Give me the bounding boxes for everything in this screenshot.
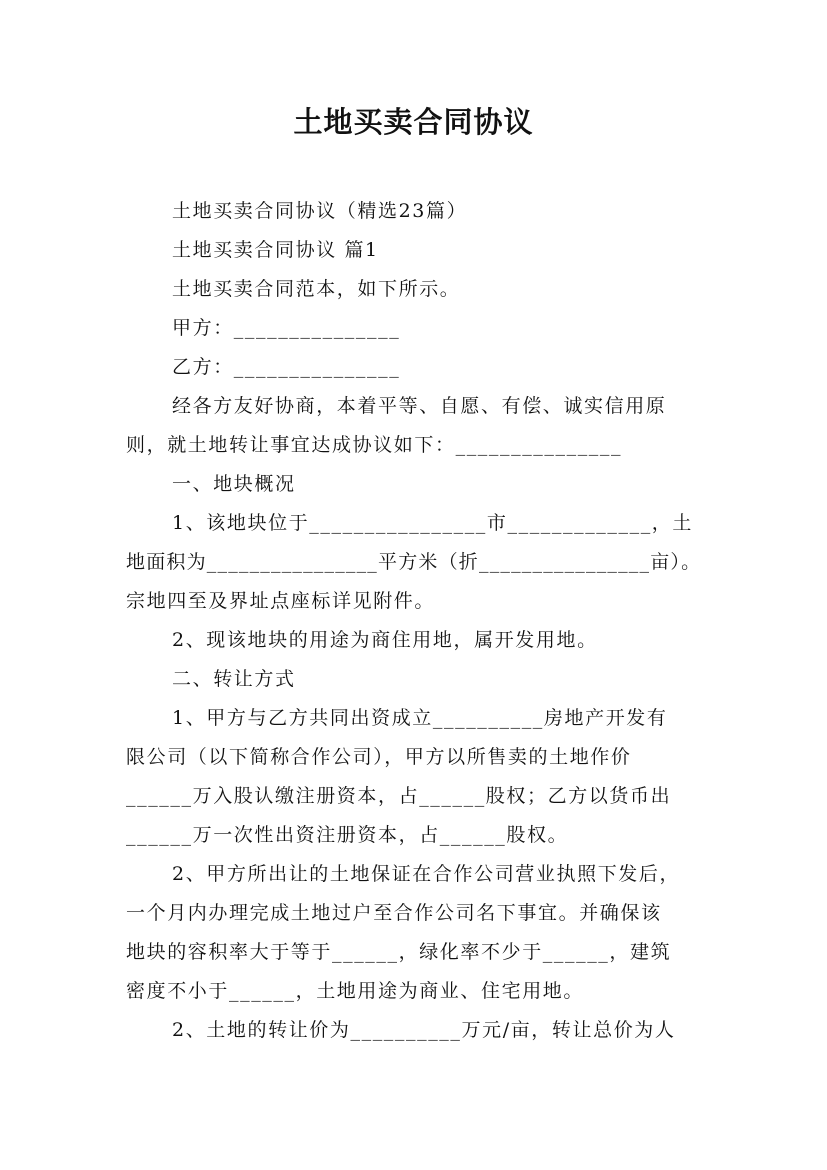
paragraph-line: 地面积为________________平方米（折________________亩）。 — [126, 551, 702, 573]
party-a-line: 甲方：_______________ — [172, 317, 401, 339]
paragraph-line: ______万一次性出资注册资本，占______股权。 — [126, 824, 569, 846]
section-heading: 一、地块概况 — [172, 473, 296, 495]
paragraph-line: 经各方友好协商，本着平等、自愿、有偿、诚实信用原 — [172, 395, 667, 417]
subtitle-line: 土地买卖合同协议（精选23篇） — [172, 200, 468, 222]
paragraph-line: 地块的容积率大于等于______，绿化率不少于______，建筑 — [126, 941, 672, 963]
party-b-line: 乙方：_______________ — [172, 356, 401, 378]
document-title: 土地买卖合同协议 — [293, 105, 534, 139]
paragraph-line: ______万入股认缴注册资本，占______股权；乙方以货币出 — [126, 785, 672, 807]
paragraph-line: 宗地四至及界址点座标详见附件。 — [126, 590, 436, 612]
paragraph-line: 土地买卖合同范本，如下所示。 — [172, 278, 461, 300]
paragraph-line: 一个月内办理完成土地过户至合作公司名下事宜。并确保该 — [126, 902, 662, 924]
section-heading: 二、转让方式 — [172, 668, 296, 690]
paragraph-line: 限公司（以下简称合作公司），甲方以所售卖的土地作价 — [126, 746, 632, 768]
paragraph-line: 2、甲方所出让的土地保证在合作公司营业执照下发后， — [172, 863, 681, 885]
paragraph-line: 则，就土地转让事宜达成协议如下：_______________ — [126, 434, 623, 456]
paragraph-line: 1、甲方与乙方共同出资成立__________房地产开发有 — [172, 707, 668, 729]
paragraph-line: 2、现该地块的用途为商住用地，属开发用地。 — [172, 629, 598, 651]
paragraph-line: 密度不小于______，土地用途为商业、住宅用地。 — [126, 980, 585, 1002]
paragraph-line: 2、土地的转让价为__________万元/亩，转让总价为人 — [172, 1019, 676, 1041]
paragraph-line: 1、该地块位于________________市_____________，土 — [172, 512, 693, 534]
section-heading: 土地买卖合同协议 篇1 — [172, 239, 379, 261]
